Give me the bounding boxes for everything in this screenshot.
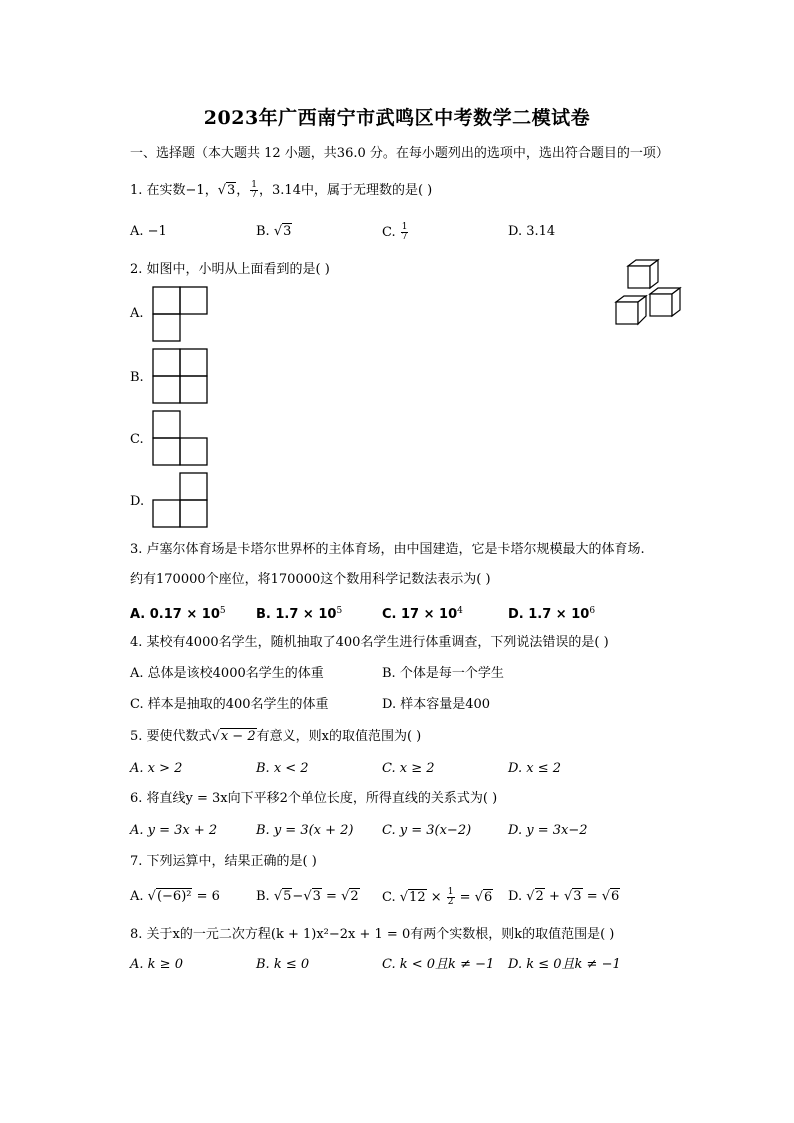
q2-option-c-figure[interactable] — [152, 410, 208, 466]
question-3-line2: 约有170000个座位，将170000这个数用科学记数法表示为( ) — [130, 572, 491, 587]
q1-option-a[interactable]: A. −1 — [130, 224, 167, 239]
q3-option-b[interactable]: B. $1.7 \times 10^5$ — [256, 606, 343, 622]
q2-option-c-label[interactable]: C. — [130, 432, 144, 447]
q7-option-a[interactable]: A. √(−6)² = 6 — [130, 889, 220, 904]
q8-option-a[interactable]: A. k ≥ 0 — [130, 957, 183, 972]
q5-option-d[interactable]: D. x ≤ 2 — [508, 761, 561, 776]
q8-option-c[interactable]: C. k < 0且k ≠ −1 — [382, 957, 495, 972]
q4-option-c[interactable]: C. 样本是抽取的400名学生的体重 — [130, 697, 329, 712]
q8-option-d[interactable]: D. k ≤ 0且k ≠ −1 — [508, 957, 621, 972]
section-heading: 一、选择题（本大题共 12 小题，共36.0 分。在每小题列出的选项中，选出符合题目的一项） — [130, 146, 669, 161]
q7-option-c[interactable]: C. √12 × $\frac{1}{2}$ = √6 — [382, 887, 493, 907]
q5-option-a[interactable]: A. x > 2 — [130, 761, 183, 776]
q5-option-c[interactable]: C. x ≥ 2 — [382, 761, 435, 776]
question-5: 5. 要使代数式√x − 2有意义，则x的取值范围为( ) — [130, 729, 422, 744]
q2-option-b-label[interactable]: B. — [130, 370, 144, 385]
question-2: 2. 如图中，小明从上面看到的是( ) — [130, 262, 330, 277]
q5-option-b[interactable]: B. x < 2 — [256, 761, 309, 776]
q7-option-d[interactable]: D. √2 + √3 = √6 — [508, 889, 620, 904]
question-6: 6. 将直线y = 3x向下平移2个单位长度，所得直线的关系式为( ) — [130, 791, 498, 806]
q7-option-b[interactable]: B. √5−√3 = √2 — [256, 889, 359, 904]
q2-option-d-label[interactable]: D. — [130, 494, 145, 509]
question-8: 8. 关于x的一元二次方程(k + 1)x²−2x + 1 = 0有两个实数根，则k的取值范围是( ) — [130, 927, 615, 942]
q2-option-d-figure[interactable] — [152, 472, 208, 528]
question-7: 7. 下列运算中，结果正确的是( ) — [130, 854, 317, 869]
q6-option-d[interactable]: D. y = 3x−2 — [508, 823, 588, 838]
q2-option-a-label[interactable]: A. — [130, 306, 144, 321]
exam-title: 2023年广西南宁市武鸣区中考数学二模试卷 — [203, 107, 591, 129]
q2-option-a-figure[interactable] — [152, 286, 208, 342]
q2-option-b-figure[interactable] — [152, 348, 208, 404]
question-4: 4. 某校有4000名学生，随机抽取了400名学生进行体重调查，下列说法错误的是( ) — [130, 635, 609, 650]
question-1: 1. 在实数−1，√3， $\frac{1}{7}$ ，3.14中，属于无理数的是( ) — [130, 180, 433, 200]
q1-option-c[interactable]: C. $\frac{1}{7}$ — [382, 222, 408, 242]
q4-option-d[interactable]: D. 样本容量是400 — [382, 697, 491, 712]
question-3-line1: 3. 卢塞尔体育场是卡塔尔世界杯的主体育场，由中国建造，它是卡塔尔规模最大的体育场. — [130, 542, 645, 557]
q3-option-d[interactable]: D. $1.7 \times 10^6$ — [508, 606, 596, 622]
q3-option-a[interactable]: A. $0.17 \times 10^5$ — [130, 606, 226, 622]
q6-option-a[interactable]: A. y = 3x + 2 — [130, 823, 218, 838]
q3-option-c[interactable]: C. $17 \times 10^4$ — [382, 606, 463, 622]
q4-option-a[interactable]: A. 总体是该校4000名学生的体重 — [130, 666, 324, 681]
q8-option-b[interactable]: B. k ≤ 0 — [256, 957, 310, 972]
q1-option-b[interactable]: B. √3 — [256, 224, 292, 239]
q6-option-b[interactable]: B. y = 3(x + 2) — [256, 823, 354, 838]
cubes-figure — [612, 258, 692, 333]
q4-option-b[interactable]: B. 个体是每一个学生 — [382, 666, 504, 681]
q6-option-c[interactable]: C. y = 3(x−2) — [382, 823, 472, 838]
q1-option-d[interactable]: D. 3.14 — [508, 224, 556, 239]
